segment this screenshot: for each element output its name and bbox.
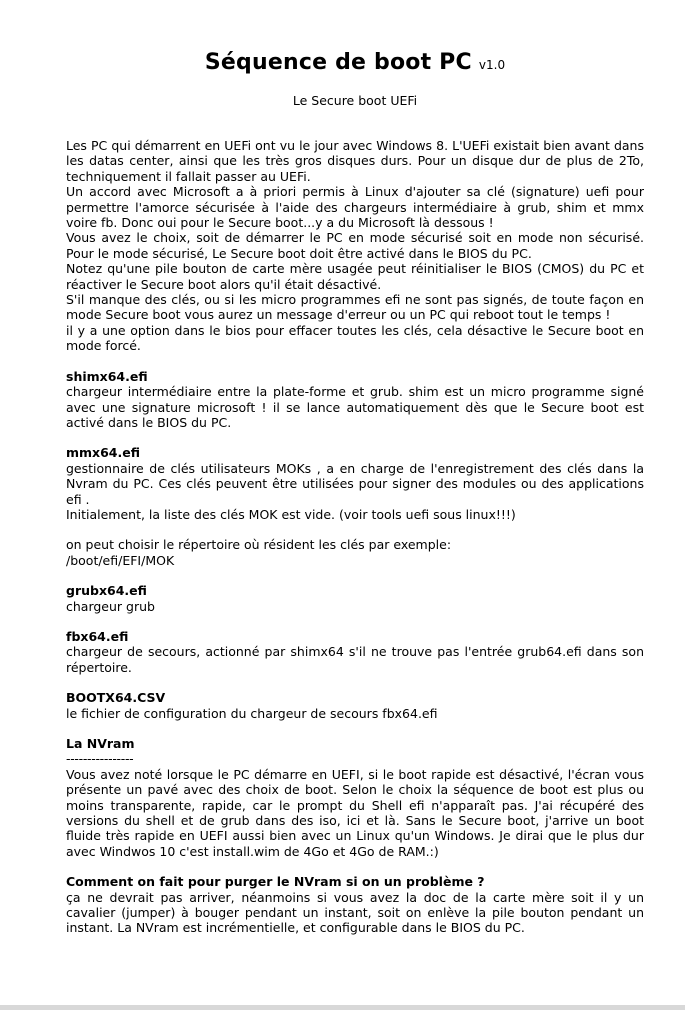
section-note-mmx: on peut choisir le répertoire où résident les clés par exemple: (66, 537, 452, 553)
heading-underline-dashes: ---------------- (66, 751, 134, 767)
intro-paragraph: il y a une option dans le bios pour effacer toutes les clés, cela désactive le Secure boot en mode forcé. (66, 322, 644, 354)
section-text-mmx: gestionnaire de clés utilisateurs MOKs , a en charge de l'enregistrement des clés dans la Nvram du PC. Ces clés peuvent être utilisées pour signer des modules ou des applications efi . (66, 460, 644, 507)
intro-paragraph: Notez qu'une pile bouton de carte mère usagée peut réinitialiser le BIOS (CMOS) du PC et réactiver le Secure boot alors qu'il était désactivé. (66, 261, 644, 292)
section-text-bootcsv: le fichier de configuration du chargeur de secours fbx64.efi (66, 705, 438, 721)
section-heading-grub: grubx64.efi (66, 583, 147, 599)
section-heading-mmx: mmx64.efi (66, 445, 140, 461)
document-body (66, 138, 644, 936)
title-text: Séquence de boot PC (204, 50, 472, 75)
section-text-mmx-2: Initialement, la liste des clés MOK est vide. (voir tools uefi sous linux!!!) (66, 506, 516, 522)
intro-paragraph: S'il manque des clés, ou si les micro programmes efi ne sont pas signés, de toute façon en mode Secure boot vous aurez un message d'erreur ou un PC qui reboot tout le temps ! (66, 292, 644, 323)
section-text-fb: chargeur de secours, actionné par shimx64 s'il ne trouve pas l'entrée grub64.efi dans son répertoire. (66, 644, 644, 675)
version-label: v1.0 (478, 58, 506, 72)
page-subtitle: Le Secure boot UEFi (292, 93, 418, 108)
page-title (0, 50, 685, 75)
section-heading-purge: Comment on fait pour purger le NVram si on un problème ? (66, 874, 485, 890)
section-text-nvram: Vous avez noté lorsque le PC démarre en UEFI, si le boot rapide est désactivé, l'écran vous présente un pavé avec des choix de boot. Selon le choix la séquence de boot est plus ou moins transparente, rapide, car le prompt du Shell efi n'apparaît pas. J'ai récupéré des versions du shell et de grub dans des iso, ici et là. Sans le Secure boot, j'arrive un boot fluide très rapide en UEFI aussi bien avec un Linux qu'un Windows. Je dirai que le plus dur avec Windwos 10 c'est install.wim de 4Go et 4Go de RAM.:) (66, 766, 644, 859)
intro-paragraph: Un accord avec Microsoft a à priori permis à Linux d'ajouter sa clé (signature) uefi pour permettre l'amorce sécurisée à l'aide des chargeurs intermédiaire à grub, shim et mmx voire fb. Donc oui pour le Secure boot...y a du Microsoft là dessous ! (66, 184, 644, 231)
section-text-grub: chargeur grub (66, 598, 155, 614)
section-heading-bootcsv: BOOTX64.CSV (66, 690, 166, 706)
intro-paragraph: Les PC qui démarrent en UEFi ont vu le jour avec Windows 8. L'UEFi existait bien avant dans les datas center, ainsi que les très gros disques durs. Pour un disque dur de plus de 2To, techniquement il fallait passer au UEFi. (66, 138, 644, 184)
section-heading-shim: shimx64.efi (66, 368, 148, 384)
section-text-shim: chargeur intermédiaire entre la plate-forme et grub. shim est un micro programme signé avec une signature microsoft ! il se lance automatiquement dès que le Secure boot est activé dans le BIOS du PC. (66, 384, 644, 430)
section-heading-fb: fbx64.efi (66, 628, 129, 644)
mok-path: /boot/efi/EFI/MOK (66, 552, 175, 568)
page-bottom-edge (0, 1005, 685, 1010)
section-heading-nvram: La NVram (66, 736, 135, 751)
intro-paragraph: Vous avez le choix, soit de démarrer le PC en mode sécurisé soit en mode non sécurisé. Pour le mode sécurisé, Le Secure boot doit être activé dans le BIOS du PC. (66, 230, 644, 261)
section-text-purge: ça ne devrait pas arriver, néanmoins si vous avez la doc de la carte mère soit il y un cavalier (jumper) à bouger pendant un instant, soit on enlève la pile bouton pendant un instant. La NVram est incrémentielle, et configurable dans le BIOS du PC. (66, 889, 644, 936)
